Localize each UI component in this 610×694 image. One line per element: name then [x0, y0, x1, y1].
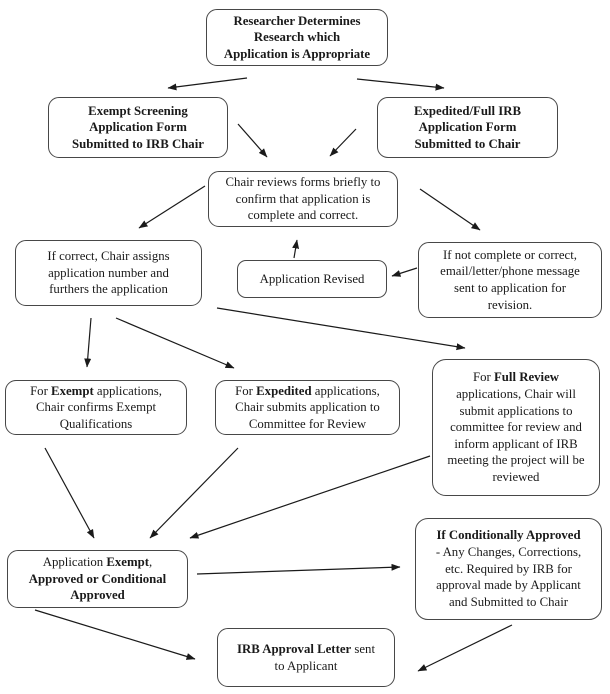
node-if-not-complete: If not complete or correct, email/letter/phone message sent to application for revision.	[418, 242, 602, 318]
node-exempt-screening-form: Exempt Screening Application Form Submitted to IRB Chair	[48, 97, 228, 158]
node-if-correct: If correct, Chair assigns application number and furthers the application	[15, 240, 202, 306]
node-for-expedited: For Expedited applications, Chair submits application to Committee for Review	[215, 380, 400, 435]
arrow-researcher-to-expedited-full	[357, 79, 444, 88]
arrow-not-complete-to-revised	[392, 268, 417, 276]
node-researcher-determines: Researcher Determines Research which Application is Appropriate	[206, 9, 388, 66]
node-for-exempt: For Exempt applications, Chair confirms Exempt Qualifications	[5, 380, 187, 435]
arrow-chair-reviews-to-not-complete	[420, 189, 480, 230]
arrow-revised-to-chair-reviews	[294, 240, 297, 258]
arrow-expedited-to-chair-reviews	[330, 129, 356, 156]
arrow-conditionally-to-irb-approval	[418, 625, 512, 671]
node-application-revised: Application Revised	[237, 260, 387, 298]
arrow-chair-reviews-to-if-correct	[139, 186, 205, 228]
arrow-app-exempt-to-conditionally	[197, 567, 400, 574]
arrow-for-expedited-to-app-exempt	[150, 448, 238, 538]
node-if-conditionally: If Conditionally Approved - Any Changes, Corrections, etc. Required by IRB for approval made by Applicant and Submitted to Chair	[415, 518, 602, 620]
node-chair-reviews: Chair reviews forms briefly to confirm that application is complete and correct.	[208, 171, 398, 227]
node-expedited-full-form: Expedited/Full IRB Application Form Submitted to Chair	[377, 97, 558, 158]
arrow-app-exempt-to-irb-approval	[35, 610, 195, 659]
arrow-researcher-to-exempt-screening	[168, 78, 247, 88]
node-irb-approval-letter: IRB Approval Letter sent to Applicant	[217, 628, 395, 687]
arrow-for-exempt-to-app-exempt	[45, 448, 94, 538]
arrow-if-correct-to-for-exempt	[87, 318, 91, 367]
node-for-full-review: For Full Review applications, Chair will submit applications to committee for review and inform applicant of IRB meeting the project will be reviewed	[432, 359, 600, 496]
arrow-full-review-to-app-exempt	[190, 456, 430, 538]
arrow-exempt-to-chair-reviews	[238, 124, 267, 157]
arrow-if-correct-to-for-expedited	[116, 318, 234, 368]
node-application-exempt: Application Exempt, Approved or Conditional Approved	[7, 550, 188, 608]
